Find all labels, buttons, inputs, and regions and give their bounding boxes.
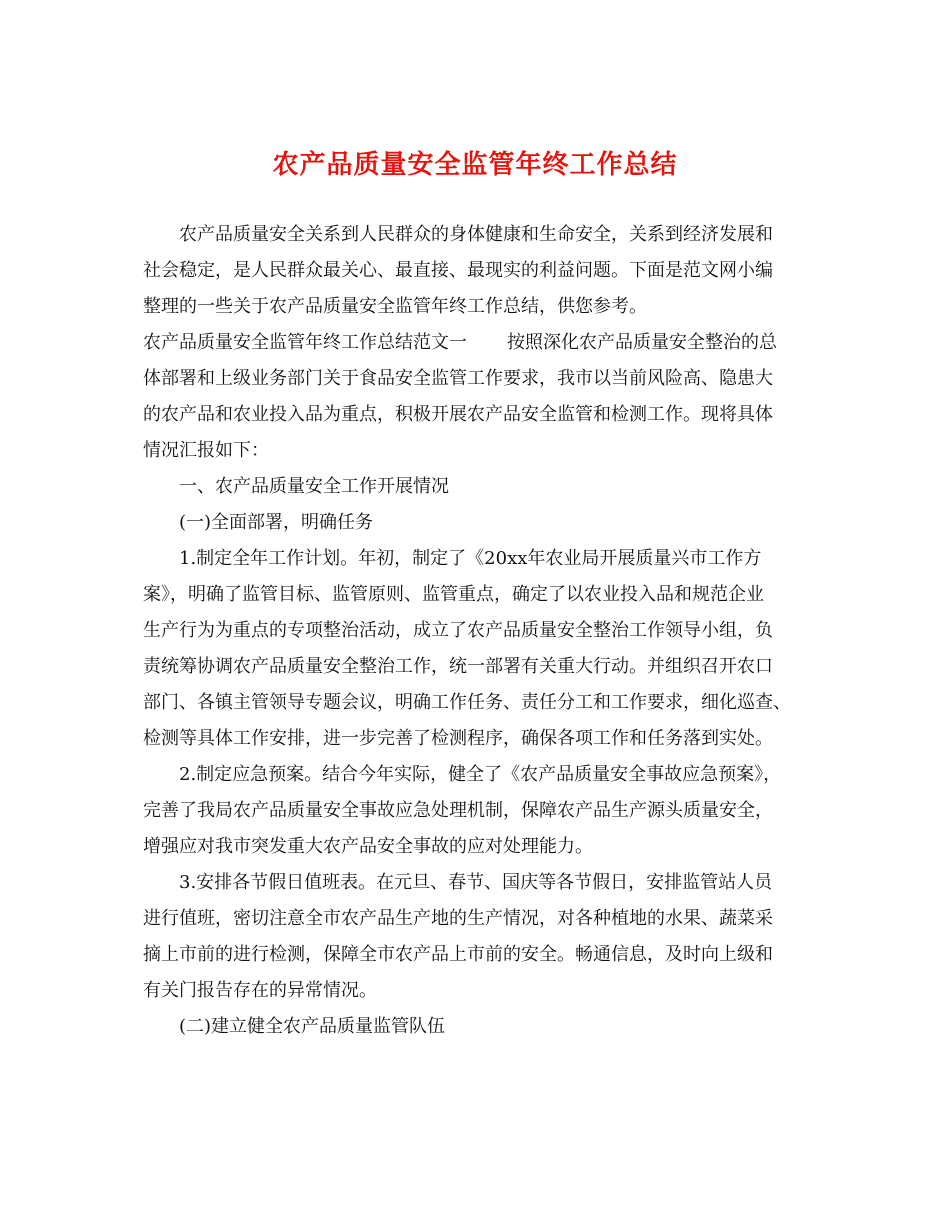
- paragraph-line: 2.制定应急预案。结合今年实际，健全了《农产品质量安全事故应急预案》，: [179, 764, 782, 785]
- paragraph-line: 部门、各镇主管领导专题会议，明确工作任务、责任分工和工作要求，细化巡查、: [143, 692, 791, 713]
- paragraph-line: 进行值班，密切注意全市农产品生产地的生产情况，对各种植地的水果、蔬菜采: [143, 908, 773, 929]
- intro-line: 社会稳定，是人民群众最关心、最直接、最现实的利益问题。下面是范文网小编: [143, 260, 773, 281]
- intro-line: 农产品质量安全关系到人民群众的身体健康和生命安全，关系到经济发展和: [179, 224, 773, 245]
- paragraph-line: 生产行为为重点的专项整治活动，成立了农产品质量安全整治工作领导小组，负: [143, 620, 773, 641]
- sample-heading: 农产品质量安全监管年终工作总结范文一: [143, 332, 467, 353]
- paragraph-line: 检测等具体工作安排，进一步完善了检测程序，确保各项工作和任务落到实处。: [143, 728, 773, 749]
- sample-heading-line: [143, 331, 777, 355]
- paragraph-line: 情况汇报如下：: [143, 440, 269, 461]
- paragraph-line: 责统筹协调农产品质量安全整治工作，统一部署有关重大行动。并组织召开农口: [143, 656, 773, 677]
- paragraph-line: 体部署和上级业务部门关于食品安全监管工作要求，我市以当前风险高、隐患大: [143, 368, 773, 389]
- paragraph-line: 完善了我局农产品质量安全事故应急处理机制，保障农产品生产源头质量安全，: [143, 800, 773, 821]
- document-title: 农产品质量安全监管年终工作总结: [272, 150, 678, 180]
- paragraph-line: 摘上市前的进行检测，保障全市农产品上市前的安全。畅通信息，及时向上级和: [143, 944, 773, 965]
- sample-first-line-rest: 按照深化农产品质量安全整治的总: [507, 332, 777, 353]
- paragraph-line: 的农产品和农业投入品为重点，积极开展农产品安全监管和检测工作。现将具体: [143, 404, 773, 425]
- paragraph-line: 1.制定全年工作计划。年初，制定了《20xx年农业局开展质量兴市工作方: [179, 548, 762, 569]
- paragraph-line: 3.安排各节假日值班表。在元旦、春节、国庆等各节假日，安排监管站人员: [179, 872, 773, 893]
- paragraph-line: 有关门报告存在的异常情况。: [143, 980, 377, 1001]
- subsection-heading: (二)建立健全农产品质量监管队伍: [179, 1016, 446, 1037]
- intro-line: 整理的一些关于农产品质量安全监管年终工作总结，供您参考。: [143, 296, 647, 317]
- paragraph-line: 案》，明确了监管目标、监管原则、监管重点，确定了以农业投入品和规范企业: [143, 584, 764, 605]
- subsection-heading: (一)全面部署，明确任务: [179, 512, 374, 533]
- section-heading: 一、农产品质量安全工作开展情况: [179, 476, 449, 497]
- paragraph-line: 增强应对我市突发重大农产品安全事故的应对处理能力。: [143, 836, 593, 857]
